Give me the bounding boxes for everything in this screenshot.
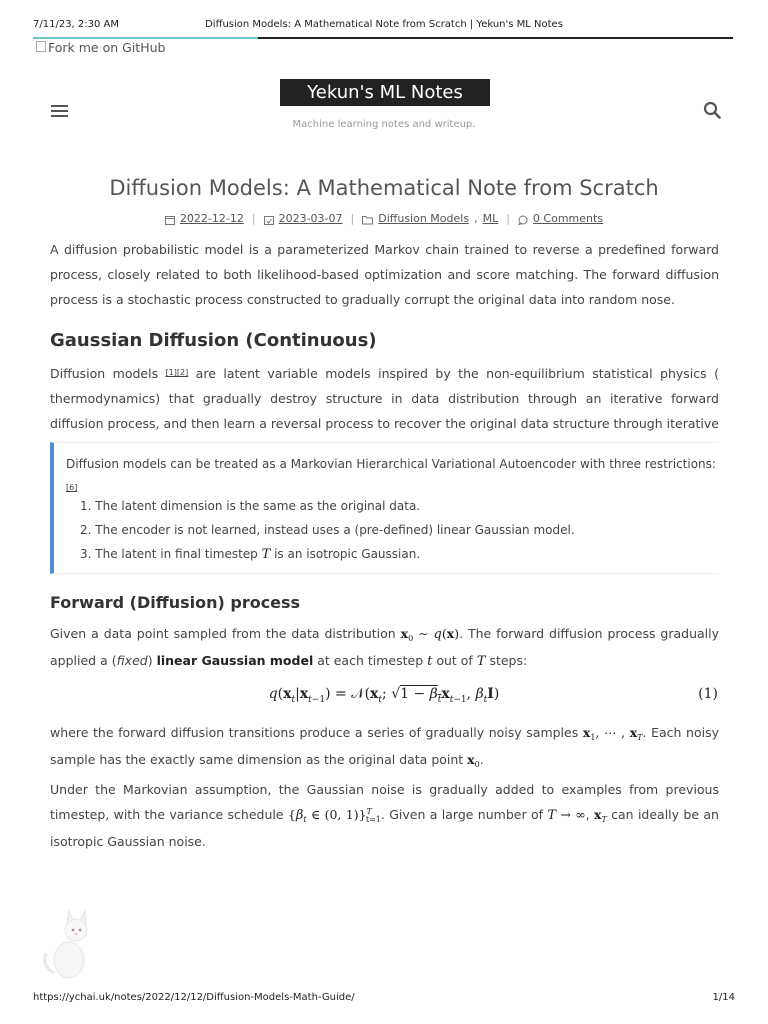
- section1-paragraph: Diffusion models [1][2] are latent variable models inspired by the non-equilibrium statistical physics ( thermodynamics) that gradually destroy structure in data distribution through an iterative forward diffusion process, and then learn a reversal process to recover the original data structure through iterative: [50, 366, 719, 431]
- forward-process-paragraph: Given a data point sampled from the data distribution $x_0$ ∼ q(x). The forward diffusion process gradually applied a (fixed) linear Gaussian model at each timestep t out of T steps:: [50, 626, 720, 669]
- print-title: Diffusion Models: A Mathematical Note from Scratch | Yekun's ML Notes: [205, 19, 563, 30]
- print-date: 7/11/23, 2:30 AM: [33, 19, 120, 30]
- reading-progress-bar: [33, 37, 733, 39]
- noisy-samples-paragraph: where the forward diffusion transitions produce a series of gradually noisy samples $x_1$, ⋯ , $x_T$. Each noisy sample has the exactly same dimension as the original data point $x_0$.: [50, 725, 720, 769]
- markovian-paragraph: Under the Markovian assumption, the Gaussian noise is gradually added to examples from previous timestep, with the variance schedule {$\beta_t$ ∈ (0, 1)}$^T_{t=1}$. Given a large number of T → ∞, $x_T$ can ideally be an isotropic Gaussian noise.: [50, 782, 719, 849]
- print-footer: [33, 992, 735, 1006]
- post-title: Diffusion Models: A Mathematical Note from Scratch: [109, 176, 659, 200]
- site-tagline: Machine learning notes and writeup.: [292, 119, 476, 130]
- section-heading-forward-process: Forward (Diffusion) process: [50, 593, 301, 612]
- menu-icon[interactable]: [51, 105, 68, 117]
- folder-icon: [362, 215, 373, 225]
- comments-link[interactable]: 0 Comments: [532, 212, 604, 225]
- print-url: https://ychai.uk/notes/2022/12/12/Diffusion-Models-Math-Guide/: [33, 992, 355, 1003]
- blockquote-text: Diffusion models can be treated as a Markovian Hierarchical Variational Autoencoder with three restrictions:[6]: [66, 457, 716, 492]
- citation-6[interactable]: [6]: [66, 483, 78, 492]
- post-created-date[interactable]: 2022-12-12: [179, 212, 244, 225]
- fork-me-label: Fork me on GitHub: [48, 40, 166, 55]
- search-icon[interactable]: [703, 101, 721, 119]
- comment-icon: [518, 215, 528, 225]
- print-page-number: 1/14: [712, 992, 735, 1003]
- list-item: 3. The latent in final timestep T is an isotropic Gaussian.: [80, 547, 421, 562]
- intro-paragraph: A diffusion probabilistic model is a parameterized Markov chain trained to reverse a predefined forward process, closely related to both likelihood-based optimization and score matching. The forward diffusion process is a stochastic process constructed to gradually corrupt the original data into random nose.: [50, 242, 719, 307]
- post-meta: 2022-12-12 | 2023-03-07 | Diffusion Models , ML | 0 Comments: [0, 212, 768, 225]
- restrictions-blockquote: [50, 442, 719, 574]
- fork-me-github-link[interactable]: [36, 40, 165, 55]
- broken-image-icon: [36, 41, 46, 52]
- list-item: 1. The latent dimension is the same as the original data.: [80, 499, 421, 513]
- calendar-check-icon: [264, 215, 274, 225]
- post-updated-date[interactable]: 2023-03-07: [278, 212, 343, 225]
- calendar-icon: [165, 215, 175, 225]
- cat-mascot-icon: [36, 905, 96, 980]
- site-title[interactable]: Yekun's ML Notes: [280, 79, 490, 106]
- citation-1-2[interactable]: [1][2]: [165, 368, 189, 377]
- category-diffusion-models[interactable]: Diffusion Models: [378, 212, 470, 225]
- category-ml[interactable]: ML: [482, 212, 499, 225]
- print-header: [33, 19, 735, 33]
- equation-1: $q(x_t|x_{t-1})$ = $𝒩(x_t$; $√1 - \beta_tx_{t-1}$, $\beta_tI$) (1): [268, 686, 718, 705]
- restrictions-list: [80, 494, 575, 567]
- list-item: 2. The encoder is not learned, instead uses a (pre-defined) linear Gaussian model.: [80, 523, 575, 537]
- equation-number: (1): [698, 686, 718, 702]
- section-heading-gaussian-diffusion: Gaussian Diffusion (Continuous): [50, 330, 377, 351]
